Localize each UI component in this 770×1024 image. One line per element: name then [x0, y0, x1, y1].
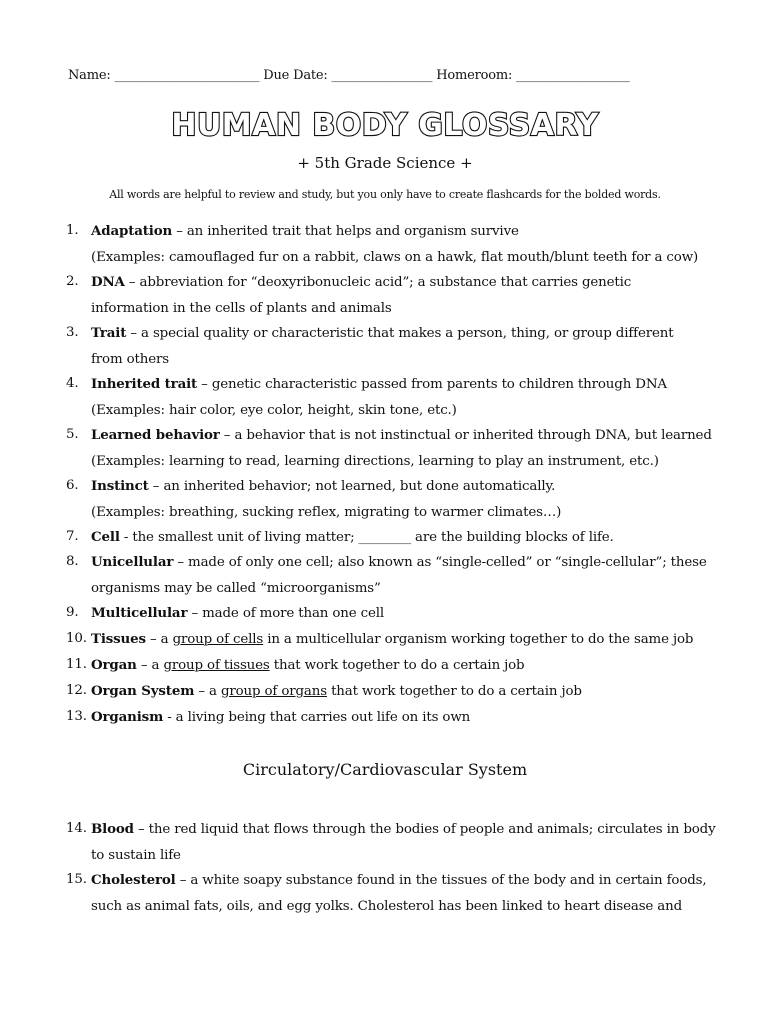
glossary-entry — [66, 600, 716, 627]
entry-definition: Organism - a living being that carries out life on its own — [91, 709, 471, 725]
entry-term: Learned behavior — [91, 427, 220, 443]
entry-term: Tissues — [91, 631, 146, 647]
entry-definition: Blood – the red liquid that flows through the bodies of people and animals; circulates in body — [91, 821, 716, 837]
entry-term: DNA — [91, 274, 125, 290]
entry-continuation: information in the cells of plants and animals — [91, 301, 392, 316]
entry-definition: Organ – a group of tissues that work together to do a certain job — [91, 657, 525, 673]
entry-definition: Learned behavior – a behavior that is not instinctual or inherited through DNA, but learned — [91, 427, 712, 443]
entry-term: Organism — [91, 709, 164, 725]
entry-number: 4. — [66, 376, 79, 391]
entry-number: 1. — [66, 223, 79, 238]
glossary-entry — [66, 816, 716, 869]
entry-number: 6. — [66, 478, 79, 493]
glossary-entry — [66, 422, 716, 475]
entry-definition: Instinct – an inherited behavior; not learned, but done automatically. — [91, 478, 556, 494]
entry-term: Unicellular — [91, 554, 174, 570]
entry-number: 14. — [66, 821, 87, 836]
glossary-entry — [66, 218, 716, 271]
section-heading: Circulatory/Cardiovascular System — [242, 760, 528, 779]
entry-number: 13. — [66, 709, 87, 724]
glossary-entry — [66, 473, 716, 526]
glossary-entry — [66, 626, 716, 653]
instructions: All words are helpful to review and study, but you only have to create flashcards for the bolded words. — [109, 188, 661, 201]
underlined-phrase: group of organs — [220, 684, 327, 699]
entry-term: Cholesterol — [91, 872, 176, 888]
entry-continuation: (Examples: breathing, sucking reflex, migrating to warmer climates…) — [91, 505, 562, 520]
entry-number: 3. — [66, 325, 79, 340]
entry-term: Multicellular — [91, 605, 188, 621]
entry-term: Organ System — [91, 683, 195, 699]
entry-number: 7. — [66, 529, 79, 544]
entry-definition: Adaptation – an inherited trait that helps and organism survive — [91, 223, 519, 239]
entry-definition: Unicellular – made of only one cell; also known as “single-celled” or “single-cellular”; these — [91, 554, 707, 570]
glossary-entry — [66, 320, 716, 373]
entry-term: Trait — [91, 325, 127, 341]
entry-definition: Organ System – a group of organs that work together to do a certain job — [91, 683, 582, 699]
entry-term: Blood — [91, 821, 134, 837]
page-title: HUMAN BODY GLOSSARY — [171, 108, 599, 143]
glossary-entry — [66, 704, 716, 731]
entry-definition: Inherited trait – genetic characteristic passed from parents to children through DNA — [91, 376, 667, 392]
entry-definition: Tissues – a group of cells in a multicellular organism working together to do the same job — [91, 631, 694, 647]
entry-definition: Cholesterol – a white soapy substance found in the tissues of the body and in certain foods, — [91, 872, 707, 888]
entry-definition: Multicellular – made of more than one cell — [91, 605, 385, 621]
entry-continuation: (Examples: camouflaged fur on a rabbit, claws on a hawk, flat mouth/blunt teeth for a cow) — [91, 250, 699, 265]
entry-definition: DNA – abbreviation for “deoxyribonucleic acid”; a substance that carries genetic — [91, 274, 632, 290]
entry-continuation: from others — [91, 352, 169, 367]
underlined-phrase: group of tissues — [163, 658, 270, 673]
entry-number: 9. — [66, 605, 79, 620]
page-subtitle: + 5th Grade Science + — [297, 154, 473, 172]
entry-number: 15. — [66, 872, 87, 887]
entry-continuation: such as animal fats, oils, and egg yolks. Cholesterol has been linked to heart disease and — [91, 899, 683, 914]
glossary-entry — [66, 549, 716, 602]
glossary-entry — [66, 652, 716, 679]
entry-number: 2. — [66, 274, 79, 289]
entry-number: 12. — [66, 683, 87, 698]
glossary-entry — [66, 371, 716, 424]
entry-term: Cell — [91, 529, 120, 545]
entry-continuation: (Examples: learning to read, learning directions, learning to play an instrument, etc.) — [91, 454, 659, 469]
glossary-entry — [66, 678, 716, 705]
entry-number: 10. — [66, 631, 87, 646]
student-info-line: Name: _______________________ Due Date: ________________ Homeroom: __________________ — [68, 68, 630, 83]
entry-number: 5. — [66, 427, 79, 442]
entry-definition: Trait – a special quality or characteristic that makes a person, thing, or group different — [91, 325, 674, 341]
entry-definition: Cell - the smallest unit of living matter; ________ are the building blocks of life. — [91, 529, 614, 545]
entry-number: 8. — [66, 554, 79, 569]
entry-term: Adaptation — [91, 223, 173, 239]
entry-number: 11. — [66, 657, 87, 672]
glossary-entry — [66, 269, 716, 322]
glossary-entry — [66, 524, 716, 551]
entry-continuation: to sustain life — [91, 848, 181, 863]
entry-term: Inherited trait — [91, 376, 198, 392]
entry-term: Instinct — [91, 478, 149, 494]
underlined-phrase: group of cells — [172, 632, 264, 647]
entry-continuation: (Examples: hair color, eye color, height, skin tone, etc.) — [91, 403, 457, 418]
entry-continuation: organisms may be called “microorganisms” — [91, 581, 381, 596]
entry-term: Organ — [91, 657, 137, 673]
glossary-entry — [66, 867, 716, 920]
